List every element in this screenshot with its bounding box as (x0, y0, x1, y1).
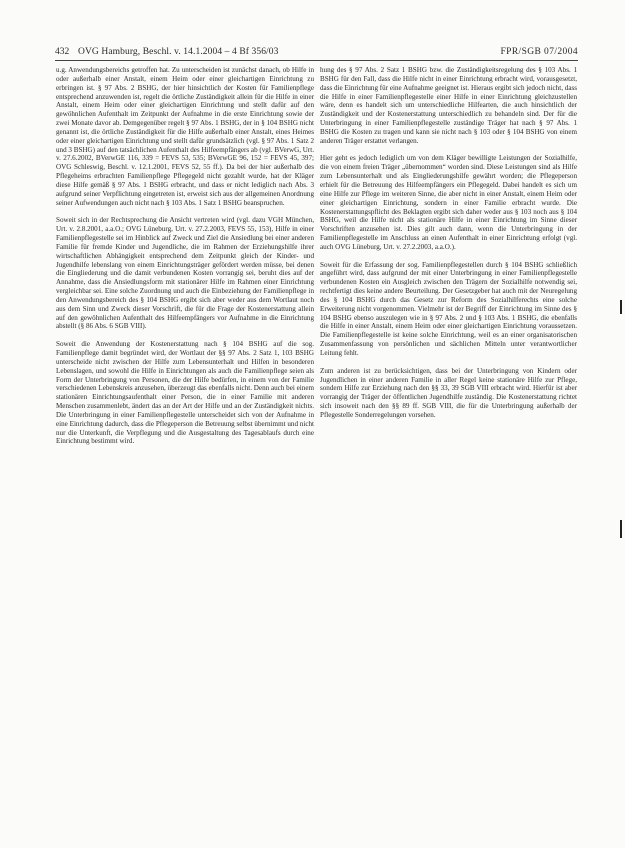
right-paragraph: Zum anderen ist zu berücksichtigen, dass bei der Unterbringung von Kindern oder Jugendlichen in einer anderen Familie in aller Regel keine stationäre Hilfe zur Pflege, sondern Hilfe zur Erziehung nach den §§ 33, 39 SGB VIII erbracht wird. Hierfür ist aber vorrangig der Träger der öffentlichen Jugendhilfe zuständig. Die Kostenerstattung richtet sich insoweit nach den §§ 89 ff. SGB VIII, die für die Unterbringung außerhalb der Pflegestelle Sonderregelungen vorsehen. (320, 366, 577, 419)
left-column (56, 66, 314, 455)
header-rule (55, 60, 578, 61)
running-title: OVG Hamburg, Beschl. v. 14.1.2004 – 4 Bf 356/03 (78, 47, 279, 57)
right-paragraph: hung des § 97 Abs. 2 Satz 1 BSHG bzw. die Zuständigkeitsregelung des § 103 Abs. 1 BSHG für den Fall, dass die Hilfe nicht in einer Einrichtung erbracht wird, vorausgesetzt, dass die Einrichtung für eine Aufnahme geeignet ist. Hieraus ergibt sich jedoch nicht, dass die Hilfe in einer Familienpflegestelle einer Hilfe in einer Einrichtung gleichzustellen wäre, denn es handelt sich um unterschiedliche Hilfearten, die auch hinsichtlich der Zuständigkeit und der Kostenerstattung unterschiedlich zu behandeln sind. Der für die Unterbringung in einer Familienpflegestelle zuständige Träger hat nach § 97 Abs. 1 BSHG die Kosten zu tragen und kann sie nicht nach § 103 oder § 104 BSHG von einem anderen Träger erstattet verlangen. (320, 66, 577, 145)
left-paragraph: u.g. Anwendungsbereichs getroffen hat. Zu unterscheiden ist zunächst danach, ob Hilfe in oder außerhalb einer Anstalt, einem Heim oder einer gleichartigen Einrichtung zu erbringen ist. § 97 Abs. 2 BSHG, der hier hinsichtlich der Kosten für Familienpflege entsprechend anzuwenden ist, regelt die örtliche Zuständigkeit allein für die Hilfe in einer Anstalt, einem Heim oder einer gleichartigen Einrichtung und stellt dafür auf den gewöhnlichen Aufenthalt im Zeitpunkt der Aufnahme in die erste Einrichtung sowie der zwei Monate davor ab. Demgegenüber regelt § 97 Abs. 1 BSHG, der in § 104 BSHG nicht genannt ist, die örtliche Zuständigkeit für die Hilfe außerhalb einer Anstalt, eines Heimes oder einer gleichartigen Einrichtung und stellt dafür grundsätzlich (vgl. § 97 Abs. 1 Satz 2 und 3 BSHG) auf den tatsächlichen Aufenthalt des Hilfeempfängers ab (vgl. BVerwG, Urt. v. 27.6.2002, BVerwGE 116, 339 = FEVS 53, 535; BVerwGE 96, 152 = FEVS 45, 397; OVG Schleswig, Beschl. v. 12.1.2001, FEVS 52, 55 ff.). Da bei der hier außerhalb des Pflegeheims erbrachten Familienpflege Pflegegeld nicht gezahlt wurde, hat der Kläger diese Hilfe gemäß § 97 Abs. 1 BSHG erbracht, und dass er nicht lediglich nach Abs. 3 aufgrund seiner Verpflichtung eingetreten ist, erweist sich aus der allgemeinen Anordnung seiner Aufwendungen auch nicht nach § 103 Abs. 1 Satz 1 BSHG beanspruchen. (56, 66, 314, 207)
journal-reference: FPR/SGB 07/2004 (500, 47, 578, 57)
scan-edge-mark (620, 520, 622, 538)
right-paragraph: Hier geht es jedoch lediglich um von dem Kläger bewilligte Leistungen der Sozialhilfe, die von einem freien Träger „übernommen“ worden sind. Diese Leistungen sind als Hilfe zum Lebensunterhalt und als Eingliederungshilfe gewährt worden; die Pflegeperson erhielt für die Betreuung des Hilfeempfängers ein Pflegegeld. Dabei handelt es sich um eine Hilfe zur Pflege im weiteren Sinne, die aber nicht in einer Anstalt, einem Heim oder einer gleichartigen Einrichtung, sondern in einer Familie erbracht wurde. Die Kostenerstattungspflicht des Beklagten ergibt sich daher weder aus § 103 noch aus § 104 BSHG, weil die Hilfe nicht als stationäre Hilfe in einer Einrichtung im Sinne dieser Vorschriften anzusehen ist. Dies gilt auch dann, wenn die Unterbringung in der Familienpflegestelle im Anschluss an einen Aufenthalt in einer Einrichtung erfolgt (vgl. auch OVG Lüneburg, Urt. v. 27.2.2003, a.a.O.). (320, 154, 577, 251)
right-paragraph: Soweit für die Erfassung der sog. Familienpflegestellen durch § 104 BSHG schließlich angeführt wird, dass aufgrund der mit einer Unterbringung in einer Familienpflegestelle verbundenen Kosten ein Ausgleich zwischen den Trägern der Sozialhilfe notwendig sei, rechtfertigt dies keine andere Beurteilung. Der Gesetzgeber hat auch mit der Neuregelung des § 104 BSHG durch das Gesetz zur Reform des Sozialhilferechts eine solche Erweiterung nicht vorgenommen. Vielmehr ist der Begriff der Einrichtung im Sinne des § 104 BSHG ebenso auszulegen wie in § 97 Abs. 2 und § 103 Abs. 1 BSHG, die ebenfalls die Hilfe in einer Anstalt, einem Heim oder einer gleichartigen Einrichtung voraussetzen. Die Familienpflegestelle ist keine solche Einrichtung, weil es an einer organisatorischen Zusammenfassung von persönlichen und sächlichen Mitteln unter verantwortlicher Leitung fehlt. (320, 260, 577, 357)
left-paragraph: Soweit sich in der Rechtsprechung die Ansicht vertreten wird (vgl. dazu VGH München, Urt. v. 2.8.2001, a.a.O.; OVG Lüneburg, Urt. v. 27.2.2003, FEVS 55, 153), Hilfe in einer Familienpflegestelle sei im Hinblick auf Zweck und Ziel die Ansiedlung bei einer anderen Familie für fremde Kinder und Jugendliche, die im Rahmen der Erziehungshilfe ihrer wirtschaftlichen Abhängigkeit entsprechend dem Zeitpunkt gleich der Kinder- und Jugendhilfe lebenslang von einem Einrichtungsträger gefördert werden müsse, bei denen die Eingliederung und die damit verbundenen Kosten vorrangig sei, beruht dies auf der Annahme, dass die Ansiedlungsform mit stationärer Hilfe im Rahmen einer Einrichtung vergleichbar sei. Eine solche Zuordnung und auch die Einbeziehung der Familienpflege in den Anwendungsbereich des § 104 BSHG ergibt sich aber weder aus dem Wortlaut noch aus dem Sinn und Zweck dieser Vorschrift, die für die Frage der Kostenerstattung allein auf den gewöhnlichen Aufenthalt des Hilfeempfängers vor Aufnahme in die Einrichtung abstellt (§ 86 Abs. 6 SGB VIII). (56, 216, 314, 331)
left-paragraph: Soweit die Anwendung der Kostenerstattung nach § 104 BSHG auf die sog. Familienpflege damit begründet wird, der Wortlaut der §§ 97 Abs. 2 Satz 1, 103 BSHG unterscheide nicht zwischen der Hilfe zum Lebensunterhalt und Hilfen in besonderen Lebenslagen, und sowohl die Hilfe in Einrichtungen als auch die Familienpflege seien als Form der Unterbringung von Personen, die der Hilfe bedürfen, in einem von der Familie verschiedenen Lebenskreis anzusehen, überzeugt das ebenfalls nicht. Denn auch bei einem stationären Einrichtungsaufenthalt einer Person, die in einer Familie mit anderen Menschen zusammenlebt, ändert das an der Art der Hilfe und an der Zuständigkeit nichts. Die Unterbringung in einer Familienpflegestelle unterscheidet sich von der Aufnahme in eine Einrichtung dadurch, dass die Pflegeperson die Betreuung selbst übernimmt und nicht nur die Unterkunft, die Verpflegung und die Ausgestaltung des Tagesablaufs durch eine Einrichtung bestimmt wird. (56, 340, 314, 446)
page-header (0, 0, 625, 60)
scan-edge-mark (620, 300, 622, 314)
page-number: 432 (55, 47, 70, 57)
right-column (320, 66, 577, 429)
